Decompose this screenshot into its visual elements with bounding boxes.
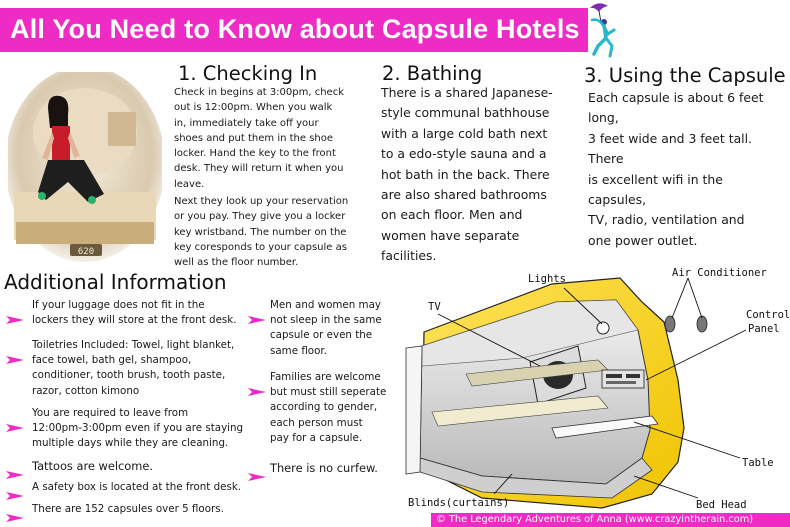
bullet-text <box>270 298 410 359</box>
text-line: or you pay. They give you a locker <box>174 211 346 223</box>
diagram-label-table: Table <box>742 457 774 469</box>
checking-in-text <box>174 85 382 271</box>
info-bullet <box>32 459 268 474</box>
text-line: to a edo-style sauna and a <box>381 146 547 162</box>
text-line: not sleep in the same <box>270 314 382 327</box>
text-line: TV, radio, ventilation and <box>588 212 745 228</box>
text-line: multiple days while they are cleaning. <box>32 437 229 450</box>
info-bullet <box>270 298 410 359</box>
bullet-text <box>270 461 410 476</box>
umbrella-figure-logo <box>584 0 620 60</box>
text-line: according to gender, <box>270 401 378 414</box>
text-line: A safety box is located at the front desk. <box>32 481 242 493</box>
text-line: with a large cold bath next <box>381 125 548 141</box>
text-line: locker. Hand the key to the front <box>174 148 336 160</box>
diagram-label-bed-head: Bed Head <box>696 499 747 511</box>
info-bullet <box>270 370 410 446</box>
diagram-label-blinds: Blinds(curtains) <box>408 497 510 509</box>
text-line: pay for a capsule. <box>270 431 363 444</box>
bullet-arrow-icon <box>6 486 24 496</box>
bullet-arrow-icon <box>6 418 24 428</box>
text-line: Toiletries Included: Towel, light blanket, <box>32 339 235 351</box>
text-line: on each floor. Men and <box>381 207 523 223</box>
text-line: Check in begins at 3:00pm, check <box>174 87 344 98</box>
text-line: 3 feet wide and 3 feet tall. <box>588 130 752 146</box>
credit-text: © The Legendary Adventures of Anna (www.crazyintherain.com) <box>436 514 754 525</box>
diagram-label-control: Control <box>746 309 790 321</box>
checking-in-title: 1. Checking In <box>178 62 318 85</box>
bathing-title: 2. Bathing <box>382 62 483 85</box>
text-line: women have separate <box>381 227 520 243</box>
text-line: desk. They will return it when you <box>174 163 344 175</box>
bullet-text <box>32 480 268 495</box>
text-line: Each capsule is about 6 feet <box>588 90 764 105</box>
text-line: facilities. <box>381 248 437 264</box>
info-bullet <box>270 461 410 476</box>
text-line: There is no curfew. <box>270 461 378 475</box>
text-line: each person must <box>270 416 363 429</box>
text-line: hot bath in the back. There <box>381 166 550 182</box>
text-line: are also shared bathrooms <box>381 187 547 203</box>
text-line: style communal bathhouse <box>381 105 550 121</box>
bullet-arrow-icon <box>6 465 24 475</box>
text-line: long, <box>588 110 619 126</box>
bullet-arrow-icon <box>248 382 266 392</box>
using-capsule-title: 3. Using the Capsule <box>584 64 786 87</box>
text-line: There <box>588 151 624 167</box>
text-line: key coresponds to your capsule as <box>174 241 347 253</box>
text-line: Tattoos are welcome. <box>32 459 153 473</box>
text-line: You are required to leave from <box>32 407 189 419</box>
diagram-label-air-conditioner: Air Conditioner <box>672 267 767 279</box>
text-line: one power outlet. <box>588 232 698 248</box>
diagram-label-tv: TV <box>428 301 441 313</box>
text-line: capsules, <box>588 192 647 208</box>
capsule-photo <box>8 72 162 264</box>
using-capsule-text <box>588 88 788 251</box>
capsule-diagram <box>402 262 790 518</box>
additional-info-title: Additional Information <box>4 270 227 294</box>
text-line: Men and women may <box>270 299 381 311</box>
text-line: Next they look up your reservation <box>174 196 349 208</box>
bullet-text <box>270 370 410 446</box>
info-bullet <box>32 406 268 452</box>
bullet-text <box>32 338 268 399</box>
bullet-arrow-icon <box>248 467 266 477</box>
page-title: All You Need to Know about Capsule Hotels <box>10 14 580 44</box>
info-bullet <box>32 298 268 328</box>
text-line: in, immediately take off your <box>174 117 319 129</box>
bullet-arrow-icon <box>6 350 24 360</box>
bullet-arrow-icon <box>6 508 24 518</box>
text-line: 12:00pm-3:00pm even if you are staying <box>32 422 244 435</box>
info-bullet <box>32 502 268 517</box>
checking-in-paragraph-2 <box>174 194 382 270</box>
bullet-arrow-icon <box>248 310 266 320</box>
text-line: lockers they will store at the front desk. <box>32 314 237 327</box>
text-line: capsule or even the <box>270 329 373 342</box>
text-line: shoes and put them in the shoe <box>174 132 334 144</box>
bullet-text <box>32 298 268 328</box>
bullet-text <box>32 502 268 517</box>
text-line: same floor. <box>270 344 327 357</box>
info-bullet <box>32 480 268 495</box>
text-line: If your luggage does not fit in the <box>32 299 205 311</box>
info-bullet <box>32 338 268 399</box>
checking-in-paragraph-1 <box>174 85 382 192</box>
text-line: conditioner, tooth brush, tooth paste, <box>32 369 226 382</box>
bullet-text <box>32 406 268 452</box>
bathing-text <box>381 83 581 267</box>
diagram-label-panel: Panel <box>748 323 780 335</box>
bullet-arrow-icon <box>6 310 24 320</box>
text-line: razor, cotton kimono <box>32 384 140 397</box>
diagram-label-lights: Lights <box>528 273 566 285</box>
text-line: but must still seperate <box>270 386 387 399</box>
text-line: well as the floor number. <box>174 257 299 269</box>
text-line: There are 152 capsules over 5 floors. <box>32 503 224 515</box>
text-line: out is 12:00pm. When you walk <box>174 102 333 114</box>
text-line: leave. <box>174 178 205 190</box>
text-line: is excellent wifi in the <box>588 171 723 187</box>
text-line: key wristband. The number on the <box>174 226 347 238</box>
text-line: Families are welcome <box>270 371 381 383</box>
text-line: There is a shared Japanese- <box>381 85 553 100</box>
text-line: face towel, bath gel, shampoo, <box>32 354 192 367</box>
capsule-number: 620 <box>77 247 95 257</box>
bullet-text <box>32 459 268 474</box>
